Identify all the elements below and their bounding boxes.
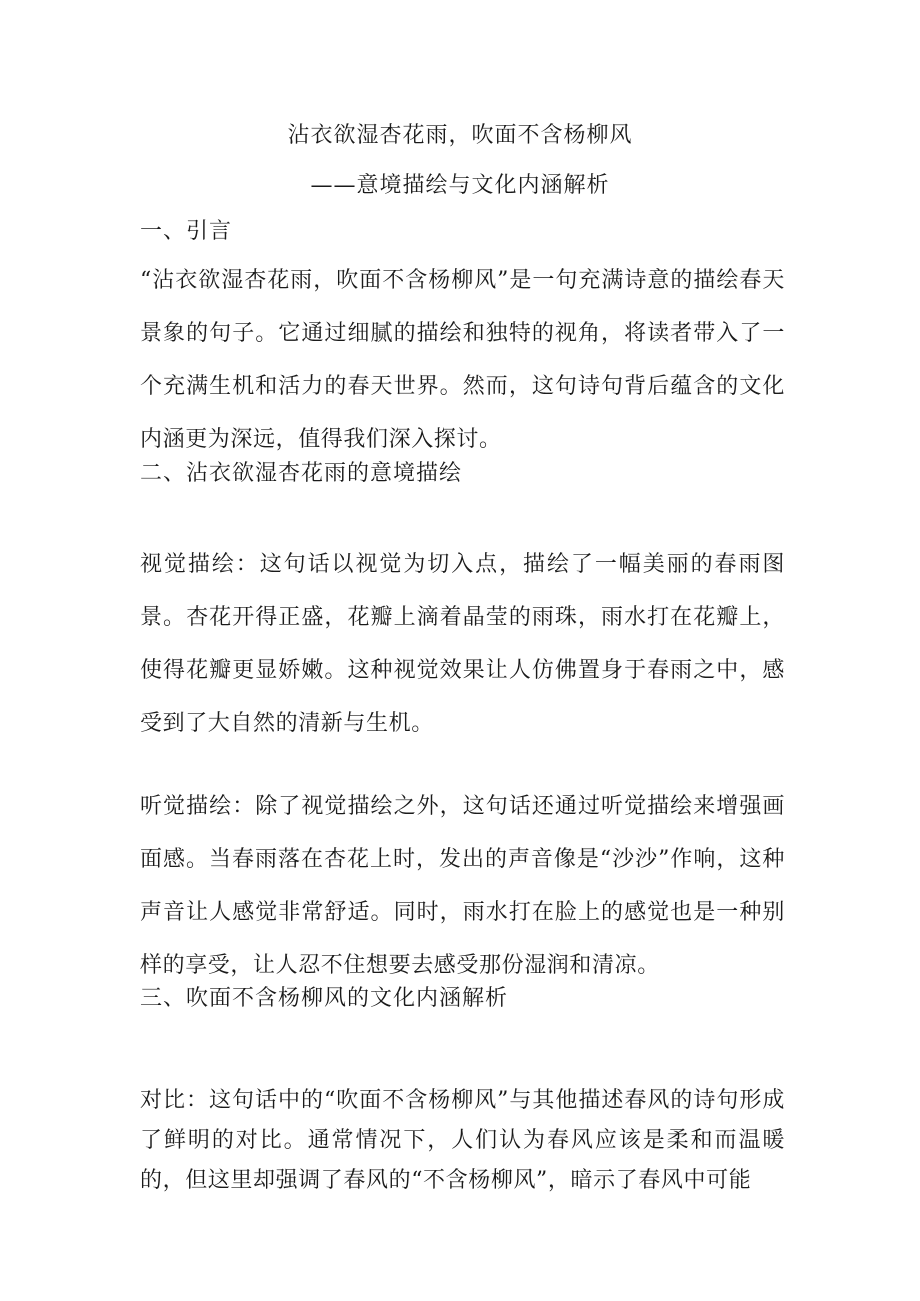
section-heading-cultural-meaning: 三、吹面不含杨柳风的文化内涵解析 bbox=[140, 986, 509, 1011]
section-heading-introduction: 一、引言 bbox=[140, 219, 233, 244]
paragraph-auditory-description: 听觉描绘：除了视觉描绘之外，这句话还通过听觉描绘来增强画面感。当春雨落在杏花上时，发出的声音像是“沙沙”作响，这种声音让人感觉非常舒适。同时，雨水打在脸上的感觉也是一种别样的享受，让人忍不住想要去感受那份湿润和清凉。 bbox=[140, 794, 785, 978]
section-heading-imagery: 二、沾衣欲湿杏花雨的意境描绘 bbox=[140, 461, 463, 486]
document-title: 沾衣欲湿杏花雨，吹面不含杨柳风 bbox=[287, 123, 633, 148]
document-subtitle: ——意境描绘与文化内涵解析 bbox=[310, 173, 610, 198]
paragraph-introduction: “沾衣欲湿杏花雨，吹面不含杨柳风”是一句充满诗意的描绘春天景象的句子。它通过细腻的描绘和独特的视角，将读者带入了一个充满生机和活力的春天世界。然而，这句诗句背后蕴含的文化内涵更为深远，值得我们深入探讨。 bbox=[140, 268, 785, 452]
paragraph-contrast: 对比：这句话中的“吹面不含杨柳风”与其他描述春风的诗句形成了鲜明的对比。通常情况下，人们认为春风应该是柔和而温暖的，但这里却强调了春风的“不含杨柳风”，暗示了春风中可能 bbox=[140, 1088, 785, 1193]
paragraph-visual-description: 视觉描绘：这句话以视觉为切入点，描绘了一幅美丽的春雨图景。杏花开得正盛，花瓣上滴着晶莹的雨珠，雨水打在花瓣上，使得花瓣更显娇嫩。这种视觉效果让人仿佛置身于春雨之中，感受到了大自然的清新与生机。 bbox=[140, 552, 785, 736]
